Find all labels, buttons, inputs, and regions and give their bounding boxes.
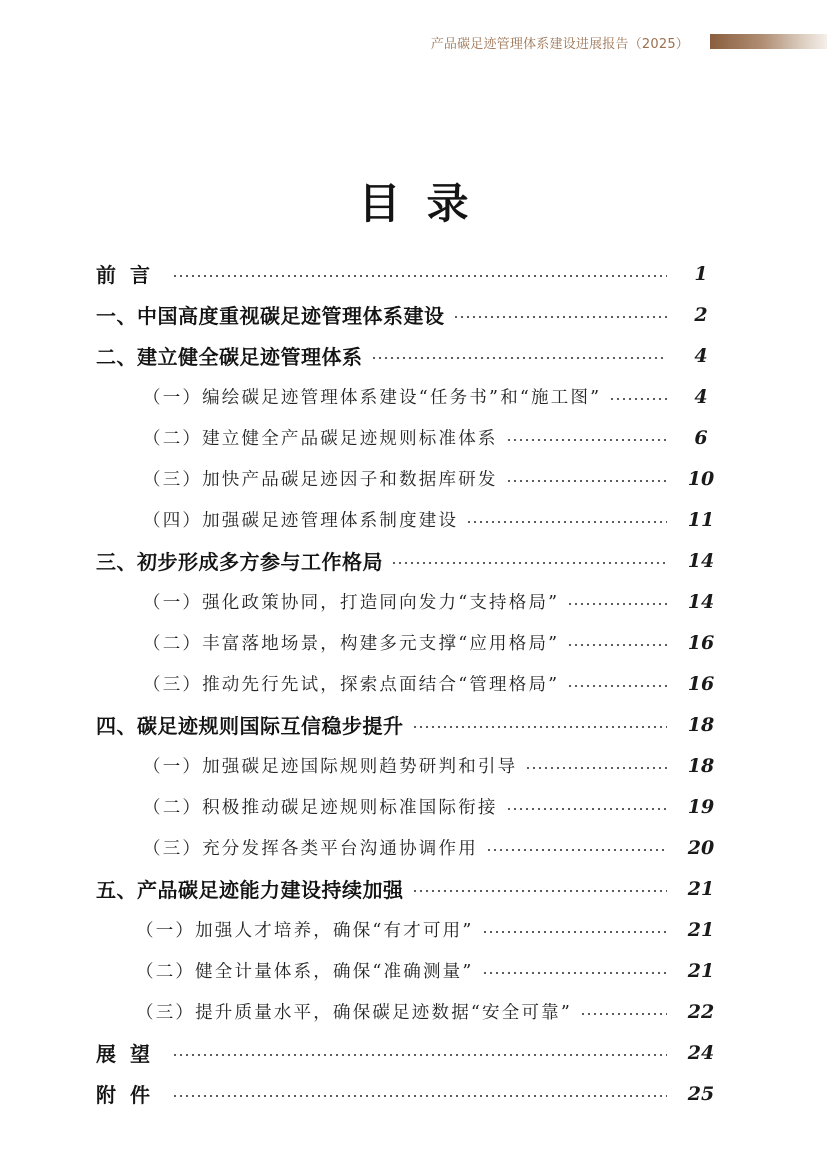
toc-entry-label: （一）强化政策协同，打造同向发力“支持格局” — [143, 593, 560, 613]
toc-page-number: 24 — [687, 1041, 715, 1064]
toc-leader-dots — [466, 521, 667, 523]
toc-page-number: 18 — [687, 713, 715, 736]
toc-entry-label: （二）积极推动碳足迹规则标准国际衔接 — [143, 798, 498, 818]
toc-page-number: 6 — [694, 426, 708, 449]
toc-page-number: 21 — [687, 959, 715, 982]
toc-entry[interactable] — [0, 1032, 827, 1073]
toc-page-number: 18 — [687, 754, 715, 777]
toc-page-number: 21 — [687, 918, 715, 941]
toc-leader-dots — [391, 562, 667, 564]
toc-entry[interactable] — [0, 786, 827, 827]
toc-leader-dots — [486, 849, 667, 851]
toc-entry-label: （三）充分发挥各类平台沟通协调作用 — [143, 839, 478, 859]
toc-entry-label: （二）建立健全产品碳足迹规则标准体系 — [143, 429, 498, 449]
toc-leader-dots — [172, 1054, 667, 1056]
toc-leader-dots — [567, 603, 667, 605]
toc-entry-label: （一）加强碳足迹国际规则趋势研判和引导 — [143, 757, 518, 777]
toc-entry[interactable] — [0, 1073, 827, 1114]
toc-entry[interactable] — [0, 991, 827, 1032]
toc-leader-dots — [567, 644, 667, 646]
toc-entry[interactable] — [0, 868, 827, 909]
toc-page-number: 11 — [687, 508, 715, 531]
toc-page-number: 22 — [687, 1000, 715, 1023]
toc-entry-label: 四、碳足迹规则国际互信稳步提升 — [96, 714, 404, 738]
toc-entry-label: （三）提升质量水平，确保碳足迹数据“安全可靠” — [136, 1003, 572, 1023]
toc-leader-dots — [453, 316, 668, 318]
toc-entry-label: （四）加强碳足迹管理体系制度建设 — [143, 511, 459, 531]
toc-entry-label: （一）编绘碳足迹管理体系建设“任务书”和“施工图” — [143, 388, 602, 408]
toc-leader-dots — [506, 439, 667, 441]
toc-leader-dots — [482, 972, 668, 974]
toc-leader-dots — [567, 685, 667, 687]
toc-entry-label: 附件 — [96, 1083, 164, 1107]
header-accent-bar — [710, 34, 827, 49]
toc-entry[interactable] — [0, 663, 827, 704]
toc-entry-label: 二、建立健全碳足迹管理体系 — [96, 345, 363, 369]
toc-entry-label: 五、产品碳足迹能力建设持续加强 — [96, 878, 404, 902]
toc-entry-label: 前言 — [96, 263, 164, 287]
toc-leader-dots — [506, 808, 667, 810]
page-title: 目录 — [358, 179, 495, 229]
toc-leader-dots — [482, 931, 668, 933]
toc-entry[interactable] — [0, 417, 827, 458]
toc-entry[interactable] — [0, 253, 827, 294]
toc-page-number: 14 — [687, 549, 715, 572]
toc-entry-label: （三）推动先行先试，探索点面结合“管理格局” — [143, 675, 560, 695]
toc-entry[interactable] — [0, 458, 827, 499]
toc-entry[interactable] — [0, 499, 827, 540]
toc-leader-dots — [412, 890, 668, 892]
toc-leader-dots — [506, 480, 667, 482]
toc-page-number: 25 — [687, 1082, 715, 1105]
toc-page-number: 14 — [687, 590, 715, 613]
running-title: 产品碳足迹管理体系建设进展报告（2025） — [430, 37, 689, 52]
toc-entry[interactable] — [0, 335, 827, 376]
toc-entry-label: 三、初步形成多方参与工作格局 — [96, 550, 383, 574]
toc-entry[interactable] — [0, 950, 827, 991]
toc-entry[interactable] — [0, 827, 827, 868]
toc-leader-dots — [412, 726, 668, 728]
toc-page-number: 16 — [687, 631, 715, 654]
toc-entry-label: （二）健全计量体系，确保“准确测量” — [136, 962, 474, 982]
toc-leader-dots — [609, 398, 667, 400]
toc-page-number: 16 — [687, 672, 715, 695]
toc-entry[interactable] — [0, 622, 827, 663]
toc-leader-dots — [371, 357, 668, 359]
toc-entry[interactable] — [0, 745, 827, 786]
toc-page-number: 4 — [694, 385, 708, 408]
toc-entry[interactable] — [0, 704, 827, 745]
toc-page-number: 21 — [687, 877, 715, 900]
toc-page-number: 1 — [694, 262, 708, 285]
toc-leader-dots — [580, 1013, 667, 1015]
toc-entry[interactable] — [0, 376, 827, 417]
toc-entry-label: 展望 — [96, 1042, 164, 1066]
toc-entry-label: （三）加快产品碳足迹因子和数据库研发 — [143, 470, 498, 490]
toc-leader-dots — [172, 1095, 667, 1097]
toc-entry[interactable] — [0, 294, 827, 335]
toc-entry-label: （一）加强人才培养，确保“有才可用” — [136, 921, 474, 941]
toc-page-number: 20 — [687, 836, 715, 859]
toc-entry-label: （二）丰富落地场景，构建多元支撑“应用格局” — [143, 634, 560, 654]
toc-leader-dots — [525, 767, 667, 769]
toc-entry-label: 一、中国高度重视碳足迹管理体系建设 — [96, 304, 445, 328]
toc-page-number: 2 — [694, 303, 708, 326]
toc-page-number: 19 — [687, 795, 715, 818]
toc-page-number: 10 — [687, 467, 715, 490]
page-header — [0, 30, 827, 54]
table-of-contents — [0, 253, 827, 1114]
toc-entry[interactable] — [0, 581, 827, 622]
toc-leader-dots — [172, 275, 667, 277]
toc-entry[interactable] — [0, 540, 827, 581]
toc-entry[interactable] — [0, 909, 827, 950]
toc-page-number: 4 — [694, 344, 708, 367]
